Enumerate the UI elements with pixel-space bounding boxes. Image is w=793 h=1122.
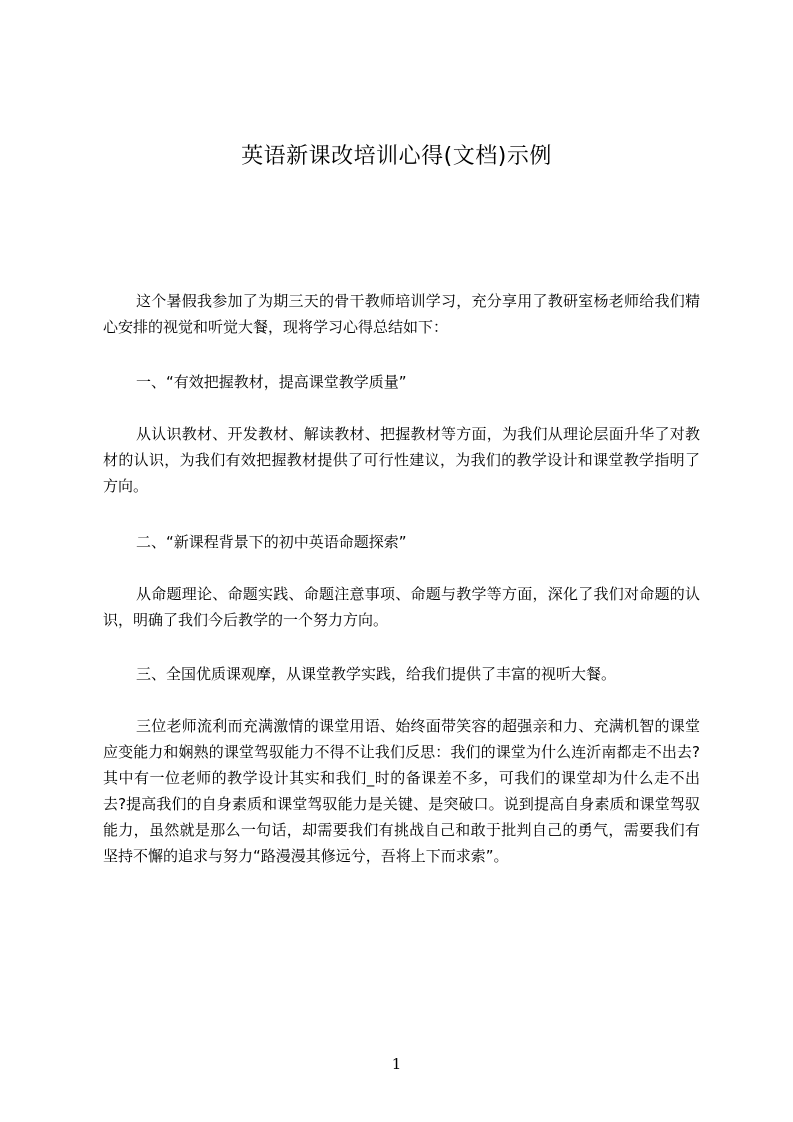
page-number: 1 — [391, 1055, 402, 1073]
section-paragraph-2: 从命题理论、命题实践、命题注意事项、命题与教学等方面，深化了我们对命题的认识，明确了我们今后教学的一个努力方向。 — [103, 585, 700, 629]
section-heading-2: 二、“新课程背景下的初中英语命题探索” — [136, 533, 407, 551]
document-title: 英语新课改培训心得(文档)示例 — [241, 144, 552, 169]
intro-paragraph: 这个暑假我参加了为期三天的骨干教师培训学习，充分享用了教研室杨老师给我们精心安排的视觉和听觉大餐，现将学习心得总结如下： — [103, 292, 700, 336]
section-paragraph-1: 从认识教材、开发教材、解读教材、把握教材等方面，为我们从理论层面升华了对教材的认识，为我们有效把握教材提供了可行性建议，为我们的教学设计和课堂教学指明了方向。 — [103, 425, 700, 495]
section-heading-3: 三、全国优质课观摩，从课堂教学实践，给我们提供了丰富的视听大餐。 — [136, 665, 617, 683]
section-heading-1: 一、“有效把握教材，提高课堂教学质量” — [136, 373, 407, 391]
section-paragraph-3: 三位老师流利而充满激情的课堂用语、始终面带笑容的超强亲和力、充满机智的课堂应变能力和娴熟的课堂驾驭能力不得不让我们反思：我们的课堂为什么连沂南都走不出去?其中有一位老师的教学设计其实和我们_时的备课差不多，可我们的课堂却为什么走不出去?提高我们的自身素质和课堂驾驭能力是关键、是突破口。说到提高自身素质和课堂驾驭能力，虽然就是那么一句话，却需要我们有挑战自己和敢于批判自己的勇气，需要我们有坚持不懈的追求与努力“路漫漫其修远兮，吾将上下而求索”。 — [103, 717, 700, 865]
